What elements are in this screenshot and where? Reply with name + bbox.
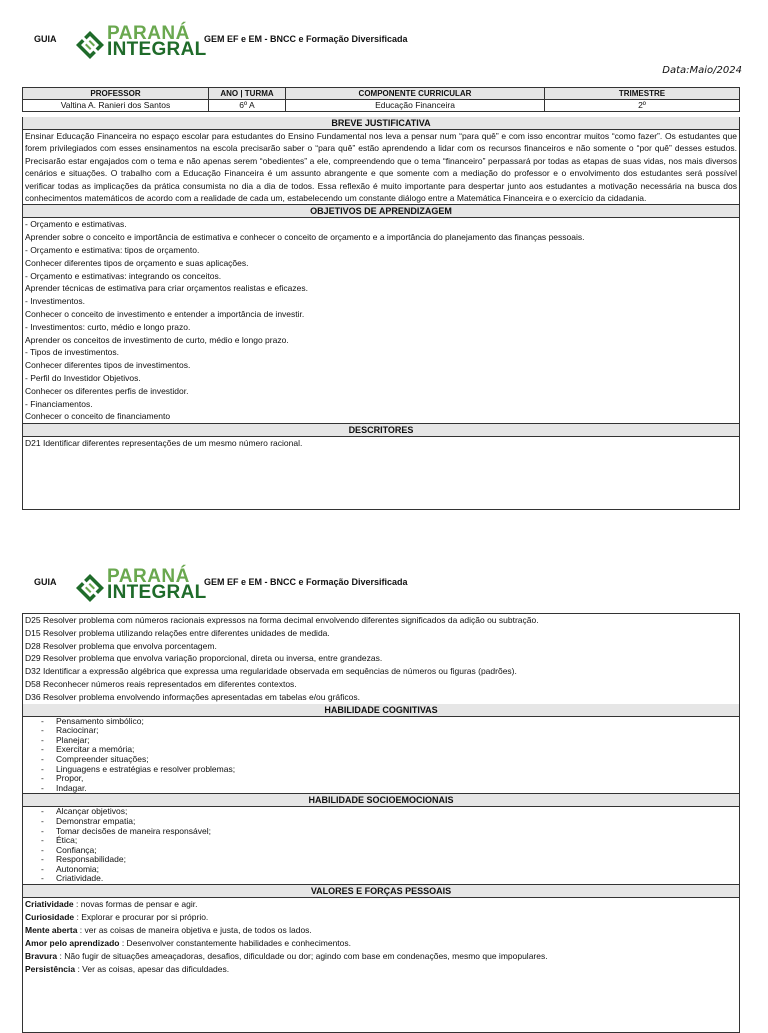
valor-item xyxy=(23,963,739,976)
list-item: - Propor, xyxy=(41,774,739,784)
socioemocionais-list xyxy=(23,807,739,884)
list-item: - Autonomia; xyxy=(41,865,739,875)
page-header xyxy=(0,23,768,70)
justificativa-heading: BREVE JUSTIFICATIVA xyxy=(23,117,739,130)
descritor-line: D58 Reconhecer números reais representados em diferentes contextos. xyxy=(25,678,297,689)
valor-desc: : novas formas de pensar e agir. xyxy=(73,899,198,910)
valor-item xyxy=(23,937,739,950)
document-date: Data:Maio/2024 xyxy=(662,65,742,76)
valor-desc: : Desenvolver constantemente habilidades e conhecimentos. xyxy=(119,937,351,948)
list-item: - Confiança; xyxy=(41,846,739,856)
content-box-page1 xyxy=(22,117,740,510)
valor-term: Criatividade xyxy=(25,899,74,910)
col-professor: PROFESSOR xyxy=(23,88,209,100)
objetivo-line: Aprender os conceitos de investimento de curto, médio e longo prazo. xyxy=(25,334,289,345)
descritor-line: D25 Resolver problema com números racionais expressos na forma decimal envolvendo diferentes significados da adição ou subtração. xyxy=(25,615,539,625)
valor-term: Bravura xyxy=(25,950,58,961)
valores-heading: VALORES E FORÇAS PESSOAIS xyxy=(23,884,739,898)
brand-line-2: INTEGRAL xyxy=(107,39,207,60)
descritor-line: D28 Resolver problema que envolva porcentagem. xyxy=(25,640,217,651)
valor-item xyxy=(23,924,739,937)
list-item: - Compreender situações; xyxy=(41,755,739,765)
list-item: - Pensamento simbólico; xyxy=(41,717,739,727)
list-item: - Exercitar a memória; xyxy=(41,745,739,755)
valor-term: Curiosidade xyxy=(25,911,75,922)
list-item: - Raciocinar; xyxy=(41,726,739,736)
objetivo-line: Aprender técnicas de estimativa para criar orçamentos realistas e eficazes. xyxy=(25,283,308,294)
objetivo-line: - Orçamento e estimativas. xyxy=(25,219,127,230)
objetivos-list xyxy=(23,218,739,423)
valor-term: Amor pelo aprendizado xyxy=(25,937,120,948)
justificativa-text: Ensinar Educação Financeira no espaço escolar para estudantes do Ensino Fundamental nos leva a pensar num “para quê” e com isso encontrar muitos “como fazer”. Os estudantes que forem privilegiados com esses ensinamentos na escola precisarão saber o “para quê” estão aprendendo a lidar com os recursos financeiros e não somente o “por quê” desses estudos. Precisarão estar engajados com o tema e não apenas serem “obedientes” a ele, compreendendo que o tema “financeiro” perpassará por todas as etapas de suas vidas, nos mais diversos cenários e situações. O trabalho com a Educação Financeira é um assunto abrangente e que somente com a mediação do professor e o envolvimento dos estudantes será possível verificar todas as implicações da prática consumista no dia a dia de todos. Essa reflexão é muito importante para despertar junto aos estudantes a motivação necessária na busca dos conhecimentos matemáticos de acordo com a realidade de cada um, estabelecendo um constante diálogo entre a Matemática Financeira e o exercício da cidadania. xyxy=(25,131,737,204)
valor-term: Mente aberta xyxy=(25,924,78,935)
brand-line-1: PARANÁ xyxy=(107,23,190,44)
valor-desc: : ver as coisas de maneira objetiva e justa, de todos os lados. xyxy=(77,924,312,935)
list-item: - Demonstrar empatia; xyxy=(41,817,739,827)
objetivo-line: - Investimentos: curto, médio e longo prazo. xyxy=(25,321,191,332)
valor-item xyxy=(23,950,739,963)
col-trimestre: TRIMESTRE xyxy=(545,88,740,100)
valor-item xyxy=(23,898,739,911)
valor-desc: : Não fugir de situações ameaçadoras, desafios, dificuldade ou dor; agindo com base em condenações, mesmo que impopulares. xyxy=(57,950,548,961)
info-value-row xyxy=(23,100,740,112)
cognitivas-list xyxy=(23,717,739,794)
descritor-line: D32 Identificar a expressão algébrica que expressa uma regularidade observada em sequências de números ou figuras (padrões). xyxy=(25,666,517,677)
valor-item xyxy=(23,911,739,924)
socioemocionais-heading: HABILIDADE SOCIOEMOCIONAIS xyxy=(23,793,739,807)
objetivo-line: Conhecer o conceito de financiamento xyxy=(25,411,171,422)
page-header-2 xyxy=(0,566,768,613)
objetivo-line: Conhecer diferentes tipos de investimentos. xyxy=(25,360,191,371)
list-item: - Planejar; xyxy=(41,736,739,746)
info-table xyxy=(22,87,740,112)
list-item: - Criatividade. xyxy=(41,874,739,884)
parana-integral-logo-icon xyxy=(75,30,105,60)
guia-label: GUIA xyxy=(34,577,57,587)
list-item: - Alcançar objetivos; xyxy=(41,807,739,817)
col-componente: COMPONENTE CURRICULAR xyxy=(286,88,545,100)
descritor-line: D36 Resolver problema envolvendo informações apresentadas em tabelas e/ou gráficos. xyxy=(25,691,360,702)
objetivos-heading: OBJETIVOS DE APRENDIZAGEM xyxy=(23,204,739,218)
objetivo-line: - Financiamentos. xyxy=(25,398,93,409)
descritor-line: D29 Resolver problema que envolva variação proporcional, direta ou inversa, entre grandezas. xyxy=(25,653,383,664)
ano-turma-value: 6º A xyxy=(209,100,286,112)
valor-desc: : Ver as coisas, apesar das dificuldades. xyxy=(75,963,230,974)
brand-wordmark xyxy=(107,566,207,603)
professor-value: Valtina A. Ranieri dos Santos xyxy=(23,100,209,112)
guia-label: GUIA xyxy=(34,34,57,44)
descritor-line: D15 Resolver problema utilizando relações entre diferentes unidades de medida. xyxy=(25,627,330,638)
objetivo-line: - Perfil do Investidor Objetivos. xyxy=(25,373,141,383)
list-item: - Ética; xyxy=(41,836,739,846)
descritores-list-page2 xyxy=(23,614,739,704)
objetivo-line: Conhecer os diferentes perfis de investidor. xyxy=(25,385,189,396)
cognitivas-heading: HABILIDADE COGNITIVAS xyxy=(23,704,739,717)
header-title: GEM EF e EM - BNCC e Formação Diversificada xyxy=(204,577,408,587)
valor-desc: : Explorar e procurar por si próprio. xyxy=(74,911,209,922)
brand-wordmark xyxy=(107,23,207,60)
list-item: - Tomar decisões de maneira responsável; xyxy=(41,827,739,837)
objetivo-line: - Tipos de investimentos. xyxy=(25,347,120,358)
descritores-list-page1 xyxy=(23,437,739,450)
list-item: - Linguagens e estratégias e resolver problemas; xyxy=(41,765,739,775)
info-header-row xyxy=(23,88,740,100)
objetivo-line: - Orçamento e estimativa: tipos de orçamento. xyxy=(25,245,200,256)
descritores-heading: DESCRITORES xyxy=(23,423,739,437)
list-item: - Responsabilidade; xyxy=(41,855,739,865)
col-ano-turma: ANO | TURMA xyxy=(209,88,286,100)
content-box-page2 xyxy=(22,613,740,1033)
descritor-line: D21 Identificar diferentes representações de um mesmo número racional. xyxy=(25,438,303,449)
parana-integral-logo-icon xyxy=(75,573,105,603)
objetivo-line: Conhecer diferentes tipos de orçamento e suas aplicações. xyxy=(25,257,249,268)
brand-line-1: PARANÁ xyxy=(107,566,190,587)
objetivo-line: Aprender sobre o conceito e importância de estimativa e conhecer o conceito de orçamento e a importância do planejamento das finanças pessoais. xyxy=(25,232,585,243)
objetivo-line: - Investimentos. xyxy=(25,296,85,307)
header-title: GEM EF e EM - BNCC e Formação Diversificada xyxy=(204,34,408,44)
objetivo-line: - Orçamento e estimativas: integrando os conceitos. xyxy=(25,270,222,281)
brand-line-2: INTEGRAL xyxy=(107,582,207,603)
trimestre-value: 2º xyxy=(545,100,740,112)
valores-list xyxy=(23,898,739,975)
valor-term: Persistência xyxy=(25,963,76,974)
list-item: - Indagar. xyxy=(41,784,739,794)
objetivo-line: Conhecer o conceito de investimento e entender a importância de investir. xyxy=(25,309,305,320)
componente-value: Educação Financeira xyxy=(286,100,545,112)
